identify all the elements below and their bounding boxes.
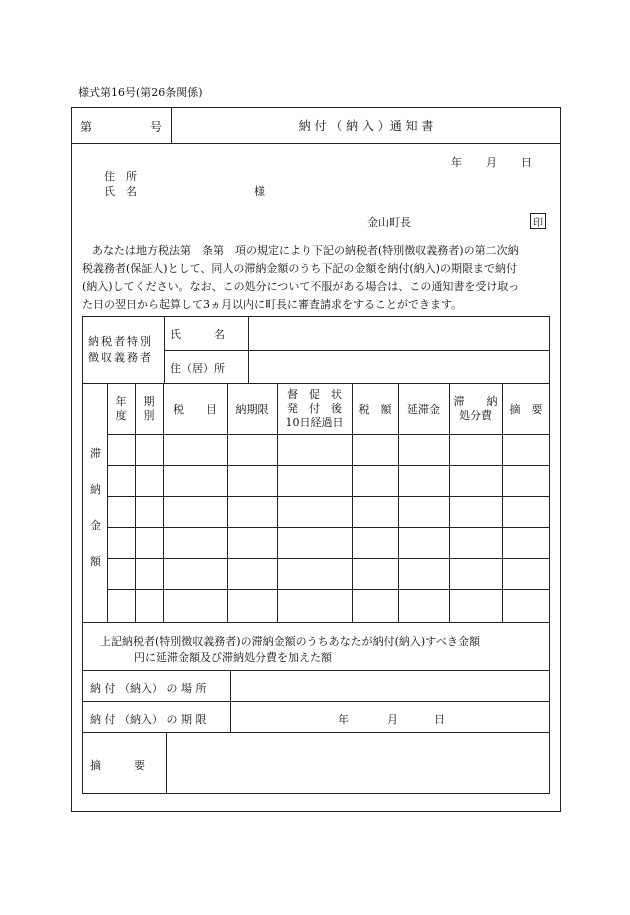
notice-line: た日の翌日から起算して3ヵ月以内に町長に審査請求をすることができます。: [82, 298, 463, 311]
header-period-line: 期: [143, 394, 155, 408]
header-tax-amount: 税 額: [358, 402, 392, 416]
amount-statement-line1: 上記納税者(特別徴収義務者)の滞納金額のうちあなたが納付(納入)すべき金額: [100, 635, 480, 648]
taxpayer-address-label: 住（居）所: [170, 362, 225, 375]
payment-deadline-label: 納 付 （納入） の 期 限: [90, 713, 207, 726]
deadline-day: 日: [434, 713, 445, 726]
side-label-char: 金: [90, 519, 101, 532]
arrears-row-line: [107, 496, 550, 497]
side-label-char: 滞: [90, 447, 101, 460]
header-demand: [277, 383, 352, 434]
header-demand-line: 督 促 状: [287, 387, 342, 401]
address-label: 住 所: [104, 170, 137, 183]
header-period: [135, 383, 163, 434]
payment-place-label: 納 付 （納入） の 場 所: [90, 682, 207, 695]
date-year: 年: [451, 156, 462, 169]
arrears-row-line: [107, 558, 550, 559]
date-day: 日: [521, 156, 532, 169]
side-label-char: 額: [90, 555, 101, 568]
number-label-right: 号: [150, 120, 163, 134]
arrears-row-line: [107, 527, 550, 528]
amount-statement-line2: 円に延滞金額及び滞納処分費を加えた額: [134, 651, 332, 664]
form-label: 様式第16号(第26条関係): [78, 86, 203, 99]
remarks-label: 摘 要: [90, 759, 145, 772]
name-label: 氏 名: [104, 185, 137, 198]
header-disposal-line: 滞 納: [453, 394, 498, 408]
header-divider: [71, 143, 561, 144]
header-demand-line: 発 付 後: [287, 401, 342, 415]
header-disposal-fee: [449, 383, 502, 434]
taxpayer-address-value[interactable]: [249, 351, 549, 382]
taxpayer-name-value[interactable]: [249, 317, 549, 349]
taxpayer-label-line1: 納税者特別: [88, 335, 153, 348]
arrears-row-line: [107, 434, 550, 435]
taxpayer-name-label: 氏 名: [170, 328, 225, 341]
payment-divider: [82, 701, 550, 702]
notice-paragraph: [82, 242, 552, 314]
issuer-name: 金山町長: [367, 216, 411, 229]
header-year-line: 年: [115, 394, 127, 408]
header-due-date: 納期限: [235, 402, 269, 416]
header-year-line: 度: [115, 408, 127, 422]
remarks-value[interactable]: [167, 733, 549, 793]
deadline-month: 月: [387, 713, 398, 726]
notice-line: 税義務者(保証人)として、同人の滞納金額のうち下記の金額を納付(納入)の期限まで納付: [82, 262, 517, 275]
arrears-row-line: [107, 589, 550, 590]
header-period-line: 別: [143, 408, 155, 422]
deadline-year: 年: [338, 713, 349, 726]
arrears-row-line: [107, 465, 550, 466]
payment-place-value[interactable]: [231, 671, 549, 700]
seal-icon: 印: [530, 213, 546, 229]
side-label-char: 納: [90, 483, 101, 496]
header-remarks: 摘 要: [509, 402, 543, 416]
honorific: 様: [254, 185, 265, 198]
notice-line: (納入)してください。なお、この処分について不服がある場合は、この通知書を受け取っ: [82, 280, 520, 293]
header-late-fee: 延滞金: [407, 402, 440, 416]
notice-line: あなたは地方税法第 条第 項の規定により下記の納税者(特別徴収義務者)の第二次納: [92, 244, 519, 257]
header-year: [107, 383, 135, 434]
document-title: 納 付 （ 納 入 ）通 知 書: [298, 118, 434, 133]
date-month: 月: [486, 156, 497, 169]
arrears-bottom: [82, 622, 550, 623]
header-demand-line: 10日経過日: [285, 415, 344, 429]
header-disposal-line: 処分費: [459, 408, 492, 422]
header-tax-item: 税 目: [173, 402, 217, 416]
taxpayer-split: [164, 316, 165, 383]
taxpayer-label-line2: 徴収義務者: [88, 351, 153, 364]
number-label-left: 第: [80, 120, 93, 134]
